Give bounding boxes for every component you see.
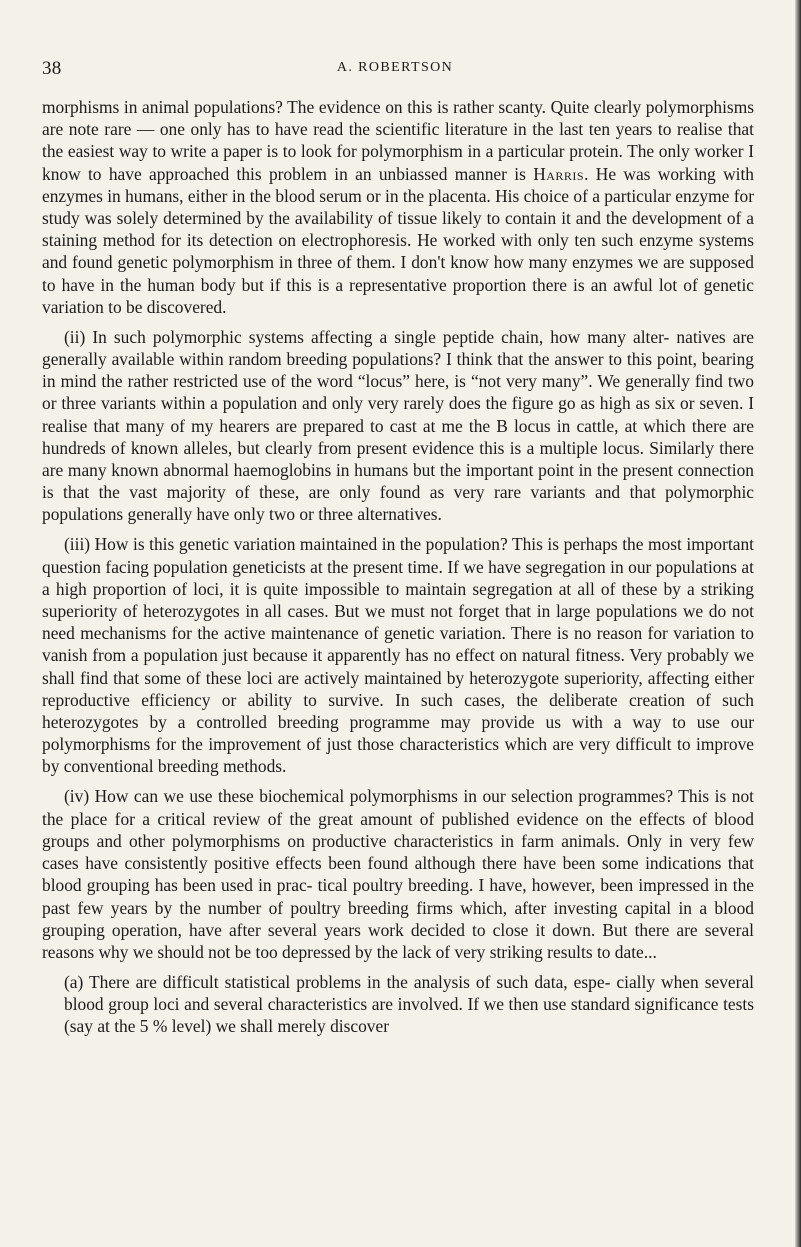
paragraph-iii: (iii) How is this genetic variation maintained in the population? This is perhaps the most important question facing population geneticists at the present time. If we have segregation in our populations at a high proportion of loci, it is quite impossible to maintain segregation at all of these by a striking superiority of heterozygotes in all cases. But we must not forget that in large populations we do not need mechanisms for the active maintenance of genetic variation. There is no reason for variation to vanish from a population just because it apparently has no effect on natural fitness. Very probably we shall find that some of these loci are actively maintained by heterozygote superiority, affecting either reproductive efficiency or ability to survive. In such cases, the deliberate creation of such heterozygotes by a controlled breeding programme may provide us with a way to use our polymorphisms for the improvement of just those characteristics which are very difficult to improve by conventional breeding methods.	[42, 534, 754, 777]
author-name: Harris	[533, 163, 585, 184]
paragraph-text: . He was working with enzymes in humans, either in the blood serum or in the placenta. His choice of a particular enzyme for study was solely determined by the availability of tissue likely to contain it and the development of a staining method for its detection on electrophoresis. He worked with only ten such enzyme systems and found genetic polymorphism in three of them. I don't know how many enzymes we are supposed to have in the human body but if this is a representative proportion there is an awful lot of genetic variation to be discovered.	[42, 163, 754, 317]
page-number: 38	[42, 58, 62, 79]
body-text	[42, 96, 754, 1038]
paragraph-iv: (iv) How can we use these biochemical polymorphisms in our selection programmes? This is not the place for a critical review of the great amount of published evidence on the effects of blood groups and other polymorphisms on productive characteristics in farm animals. Only in very few cases have consistently positive effects been found although there have been some indications that blood grouping has been used in prac- tical poultry breeding. I have, however, been impressed in the past few years by the number of poultry breeding firms which, after investing capital in a blood grouping operation, have after several years work decided to close it down. But there are several reasons why we should not be too depressed by the lack of very striking results to date...	[42, 786, 754, 962]
paragraph-continued	[42, 96, 754, 318]
paragraph-a: (a) There are difficult statistical problems in the analysis of such data, espe- cially when several blood group loci and several characteristics are involved. If we then use standard significance tests (say at the 5 % level) we shall merely discover	[64, 971, 754, 1037]
paragraph-text: morphisms in animal populations? The evidence on this is rather scanty. Quite clearly polymorphisms are note rare — one only has to have read the scientific literature in the last ten years to realise that the easiest way to write a paper is to look for polymorphism in a particular protein. The only worker I know to have approached this problem in an unbiassed manner is	[42, 97, 754, 184]
page-edge-shadow	[795, 0, 801, 1247]
page-header	[42, 58, 748, 82]
paragraph-ii: (ii) In such polymorphic systems affecting a single peptide chain, how many alter- natives are generally available within random breeding populations? I think that the answer to this point, bearing in mind the rather restricted use of the word “locus” here, is “not very many”. We generally find two or three variants within a population and only very rarely does the figure go as high as six or seven. I realise that many of my hearers are prepared to cast at me the B locus in cattle, at which there are hundreds of known alleles, but clearly from present evidence this is a multiple locus. Similarly there are many known abnormal haemoglobins in humans but the important point in the present connection is that the vast majority of these, are only found as very rare variants and that polymorphic populations generally have only two or three alternatives.	[42, 326, 754, 525]
running-head: A. ROBERTSON	[336, 60, 454, 75]
